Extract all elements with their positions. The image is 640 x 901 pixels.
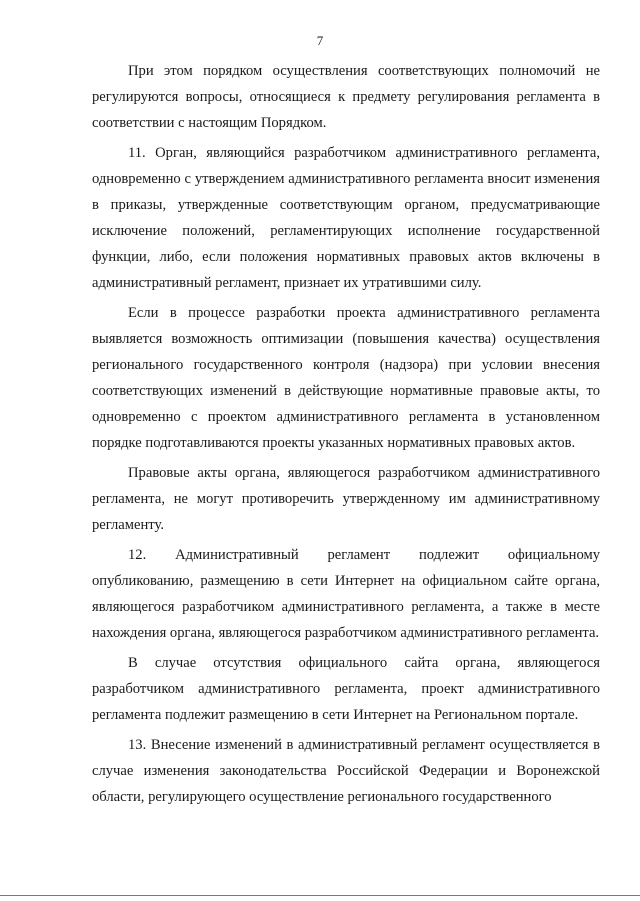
page-number: 7	[316, 33, 324, 48]
paragraph-4: Правовые акты органа, являющегося разработчиком административного регламента, не могут противоречить утвержденному им административному регламенту.	[92, 465, 600, 533]
page-bottom-edge	[0, 895, 640, 896]
paragraph-2: 11. Орган, являющийся разработчиком административного регламента, одновременно с утверждением административного регламента вносит изменения в приказы, утвержденные соответствующим органом, предусматривающие исключение положений, регламентирующих исполнение государственной функции, либо, если положения нормативных правовых актов включены в административный регламент, признает их утратившими силу.	[92, 145, 600, 291]
paragraph-1: При этом порядком осуществления соответствующих полномочий не регулируются вопросы, относящиеся к предмету регулирования регламента в соответствии с настоящим Порядком.	[92, 63, 600, 131]
document-body	[92, 58, 600, 810]
paragraph-5: 12. Административный регламент подлежит официальному опубликованию, размещению в сети Интернет на официальном сайте органа, являющегося разработчиком административного регламента, а также в месте нахождения органа, являющегося разработчиком административного регламента.	[92, 547, 600, 641]
paragraph-3: Если в процессе разработки проекта административного регламента выявляется возможность оптимизации (повышения качества) осуществления регионального государственного контроля (надзора) при условии внесения соответствующих изменений в действующие нормативные правовые акты, то одновременно с проектом административного регламента в установленном порядке подготавливаются проекты указанных нормативных правовых актов.	[92, 305, 600, 451]
paragraph-7: 13. Внесение изменений в административный регламент осуществляется в случае изменения законодательства Российской Федерации и Воронежской области, регулирующего осуществление регионального государственного	[92, 737, 600, 805]
paragraph-6: В случае отсутствия официального сайта органа, являющегося разработчиком административного регламента, проект административного регламента подлежит размещению в сети Интернет на Региональном портале.	[92, 655, 600, 723]
